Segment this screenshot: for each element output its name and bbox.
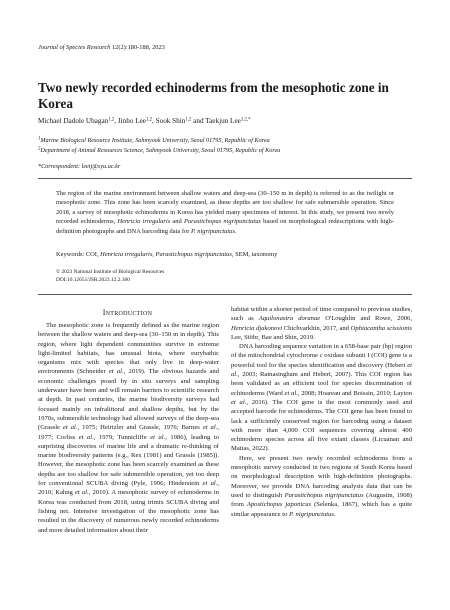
author-affiliation-mark: 1,2 <box>146 117 153 123</box>
body-text: ., 2010). A mesophotic survey of echinoderms in Korea was conducted from 2018, using trimix SCUBA diving and fishing net. Intensive investigation of the mesophotic zone has resulted in the discovery of numerous newly recorded echinoderms and more detailed information about their <box>38 489 219 534</box>
et-al: et al <box>231 398 245 406</box>
et-al: et al <box>231 361 412 379</box>
affiliation-number: 2 <box>38 146 41 152</box>
body-text: Here, we present two newly recorded echinoderms from a mesophotic survey conducted in two regions of South Korea based on morphological description with high-definition photographs. Moreover, we provide DNA barcoding analysis data that can be used to distinguish <box>231 454 412 499</box>
keyword: Parastichopus nigripunctatus <box>155 251 232 258</box>
species-name: Parastichopus nigripunctatus <box>284 491 364 499</box>
affiliation-text: Marine Biological Resource Institute, Sahmyook University, Seoul 01795, Republic of Korea <box>40 137 270 144</box>
journal-header <box>38 44 165 51</box>
et-al: et al <box>78 433 93 441</box>
abstract <box>56 189 394 236</box>
keyword-separator: , <box>152 251 156 258</box>
body-text: . <box>334 510 336 518</box>
author-separator: , <box>114 117 118 125</box>
affiliation <box>38 137 270 144</box>
body-text: (Augustin, 1908) from <box>231 491 412 509</box>
abstract-text: based on morphological redescriptions with high-definition photographs and DNA barcoding data for <box>56 218 394 235</box>
body-text: habitat within a shorter period of time compared to previous studies, such as <box>231 306 412 323</box>
author-name: Jinho Lee <box>117 117 147 125</box>
body-text: ., 1979; Tunnicliffe <box>92 433 151 441</box>
body-column-left <box>38 321 219 535</box>
body-text: ., 2016). The COI gene is the most commonly used and accepted barcode for echinoderms. The COI gene has been found to lack a sufficiently conserved region for barcoding using a dataset with more than 4,000 COI sequences covering almost 400 echinoderm species across all five extant classes (Licuanan and Matias, 2022). <box>231 398 412 453</box>
body-text: O'Loughlin and Rowe, 2006, <box>320 315 412 323</box>
abstract-text: and <box>170 218 184 226</box>
affiliation-text: Department of Animal Resources Science, Sahmyook University, Seoul 01795, Republic of Korea <box>40 147 281 154</box>
affiliation <box>38 147 280 154</box>
paragraph <box>231 305 412 342</box>
et-al: et al <box>74 489 88 497</box>
body-text: ., 2003; Ratnasingham and Hebert, 2007). This COI region has been validated as an efficient tool for species discrimination of echinoderms (Ward <box>231 371 412 397</box>
species-name: Ophiacantha scissionis <box>350 324 413 332</box>
divider <box>38 178 412 179</box>
affiliation-number: 1 <box>38 136 41 142</box>
paragraph <box>231 454 412 519</box>
corresponding-author: *Correspondent: leetj@syu.ac.kr <box>38 163 121 170</box>
et-al: et al <box>202 480 216 488</box>
species-name: Aquilonastra doranae <box>258 315 321 323</box>
author-separator: and <box>191 117 206 125</box>
body-text: ., 2008; Hoareau and Boissin, 2010; Layton <box>296 389 412 397</box>
journal-issue: 12(2):180-188, 2023 <box>111 44 165 51</box>
et-al: et al <box>284 389 297 397</box>
species-name: Henricia djakonovi <box>231 324 283 332</box>
keywords <box>56 251 277 258</box>
body-text: oxidase subunit I (COI) gene is a powerful tool for the species identification and discovery (Hebert <box>231 352 412 369</box>
paragraph <box>231 342 412 454</box>
author-separator: , <box>152 117 156 125</box>
species-name: Henricia irregularis <box>117 218 171 226</box>
journal-name: Journal of Species Research <box>38 44 111 51</box>
keyword: , SEM, taxonomy <box>231 251 278 258</box>
body-text: ., 2019). The obvious hazards and economic challenges posed by in situ surveys and sampling underwater have been and will remain barriers to scientific research at depth. In past centuries, the marine biodiversity surveys had focused mainly on infralittoral and shallow depths, but by the 1970s, submersible technology had allowed surveys of the deep-sea (Grassle <box>38 368 219 432</box>
species-name: Parastichopus nigripunctatus <box>183 218 261 226</box>
author-list <box>38 117 250 125</box>
body-text: ., 1977; Corliss <box>38 424 219 441</box>
copyright-notice: © 2023 National Institute of Biological Resources <box>56 269 165 275</box>
paragraph <box>38 321 219 535</box>
body-text: (Selenka, 1867), which has a quite similar appearance to <box>231 501 413 518</box>
author-name: Taekjun Lee <box>205 117 241 125</box>
keyword: Henricia irregularis <box>100 251 153 258</box>
species-name: Apostichopus japonicus <box>246 501 312 509</box>
doi-link[interactable]: DOI:10.12651/JSR.2023.12.2.180 <box>56 277 130 283</box>
body-text: DNA barcoding sequence variation in a 658-base pair (bp) region of the mitochondrial cytochrome <box>231 343 412 360</box>
et-al: et al <box>108 368 122 376</box>
keyword: COI, <box>85 251 101 258</box>
section-heading: Introduction <box>102 308 153 317</box>
abstract-text: The region of the marine environment between shallow waters and deep-sea (30–150 m in depth) is referred to as the twilight or mesophotic zone. This zone has been scarcely examined, as these depths are too shallow for safe submersible operation. Since 2018, a survey of mesophotic echinoderms in Korea has yielded many specimens of interest. In this study, we present two newly recorded echinoderms, <box>56 190 394 226</box>
body-column-right <box>231 305 412 519</box>
author-name: Michael Dadole Ubagan <box>38 117 109 125</box>
body-text: Chichvarkhin, 2017, and <box>282 324 351 332</box>
species-name: P. nigripunctatus <box>289 510 334 518</box>
et-al: et al <box>150 433 164 441</box>
gene-name: c <box>319 352 323 360</box>
et-al: et al <box>62 424 76 432</box>
abstract-text: . <box>234 227 237 235</box>
author-affiliation-mark: 1,2 <box>185 117 192 123</box>
article-title: Two newly recorded echinoderms from the mesophotic zone in Korea <box>38 80 389 111</box>
author-affiliation-mark: 1,2,* <box>240 117 251 123</box>
body-text: Lee, Stöhr, Bae and Shin, 2019. <box>231 333 315 341</box>
divider <box>38 294 412 295</box>
species-name: P. nigripunctatus <box>190 227 235 235</box>
author-affiliation-mark: 1,2 <box>108 117 115 123</box>
et-al: et al <box>202 424 216 432</box>
body-text: ., 1975; Heirtzler and Grassle, 1976; Barnes <box>75 424 203 432</box>
author-name: Sook Shin <box>155 117 186 125</box>
body-text: ., 2010; Kahng <box>38 480 219 497</box>
keywords-label: Keywords: <box>56 251 86 258</box>
body-text: The mesophotic zone is frequently defined as the marine region between the shallow waters and deep-sea (30–150 m in depth). This region, where light dependent communities survive in extreme light-limited habitats, has unusual biota, where eurybathic organisms mix with species that only live in deep-water environments (Schneider <box>38 322 219 376</box>
body-text: ., 1986), leading to surprising discoveries of marine life and a dramatic re-thinking of marine biodiversity patterns (e.g., Rex (1981) and Grassle (1985)). However, the mesophotic zone has been scarcely examined as these depths are too shallow for safe submersible operation, yet too deep for conventional SCUBA diving (Pyle, 1996; Hinderstein <box>38 433 219 488</box>
